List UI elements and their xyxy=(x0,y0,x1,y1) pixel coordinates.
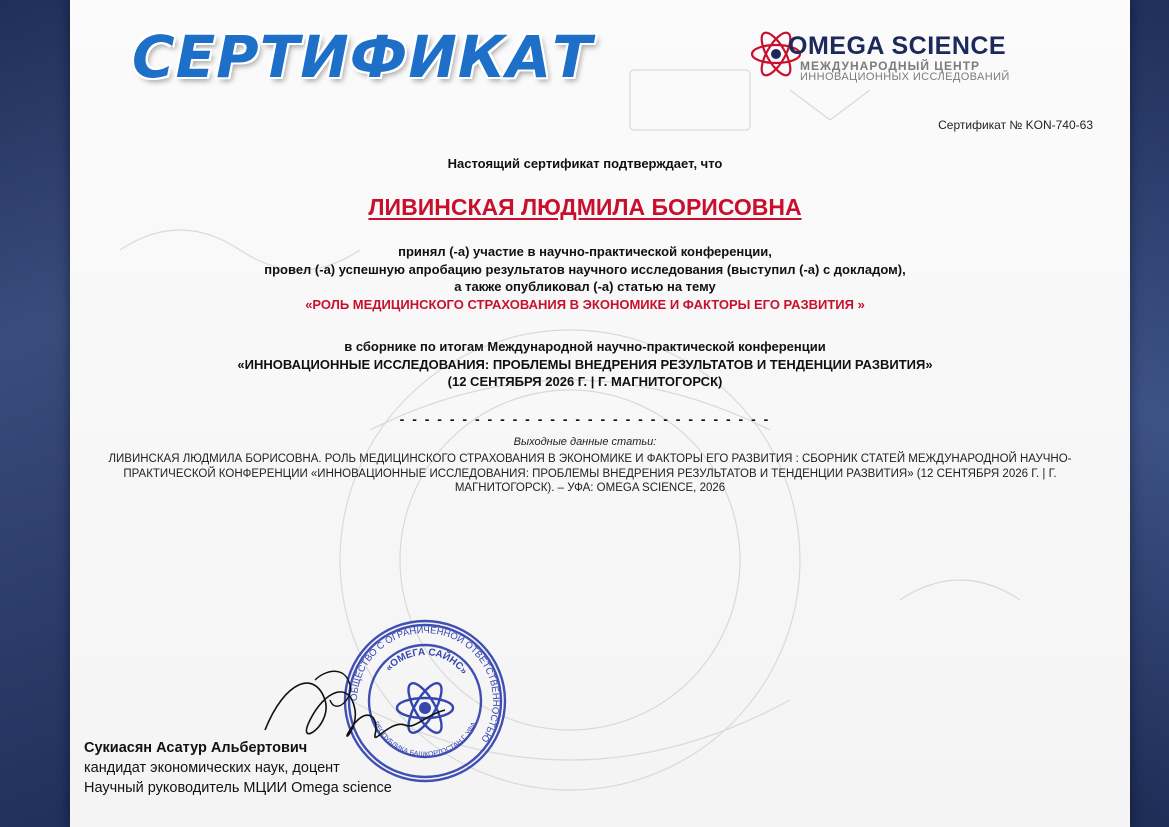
seal-outer-text: ОБЩЕСТВО С ОГРАНИЧЕННОЙ ОТВЕТСТВЕННОСТЬЮ xyxy=(348,624,502,744)
seal-inner-text: «ОМЕГА САЙНС» xyxy=(383,646,470,677)
signer-position: Научный руководитель МЦИИ Omega science xyxy=(84,780,392,796)
certificate-sheet xyxy=(70,0,1130,827)
logo-subtitle-2: ИННОВАЦИОННЫХ ИССЛЕДОВАНИЙ xyxy=(800,71,1010,83)
signer-name: Сукиасян Асатур Альбертович xyxy=(84,740,308,756)
certificate-number: Сертификат № KON-740-63 xyxy=(938,118,1093,132)
logo-name: OMEGA SCIENCE xyxy=(788,32,1007,60)
participation-text xyxy=(70,243,1100,313)
intro-text: Настоящий сертификат подтверждает, что xyxy=(447,156,723,171)
collection-line-1: в сборнике по итогам Международной научно-практической конференции xyxy=(344,339,826,354)
signer-block xyxy=(84,738,392,798)
body-line-1: принял (-а) участие в научно-практической конференции, xyxy=(398,244,772,259)
output-text: ЛИВИНСКАЯ ЛЮДМИЛА БОРИСОВНА. РОЛЬ МЕДИЦИНСКОГО СТРАХОВАНИЯ В ЭКОНОМИКЕ И ФАКТОРЫ ЕГО РАЗВИТИЯ : СБОРНИК СТАТЕЙ МЕЖДУНАРОДНОЙ НАУЧНО-ПРАКТИЧЕСКОЙ КОНФЕРЕНЦИИ «ИННОВАЦИОННЫЕ ИССЛЕДОВАНИЯ: ПРОБЛЕМЫ ВНЕДРЕНИЯ РЕЗУЛЬТАТОВ И ТЕНДЕНЦИИ РАЗВИТИЯ» (12 СЕНТЯБРЯ 2026 Г. | Г. МАГНИТОГОРСК). – УФА: OMEGA SCIENCE, 2026 xyxy=(108,453,1072,494)
article-topic: «РОЛЬ МЕДИЦИНСКОГО СТРАХОВАНИЯ В ЭКОНОМИКЕ И ФАКТОРЫ ЕГО РАЗВИТИЯ » xyxy=(305,296,865,312)
divider: - - - - - - - - - - - - - - - - - - - - - - - - - - - - - - xyxy=(399,411,771,427)
recipient-name: ЛИВИНСКАЯ ЛЮДМИЛА БОРИСОВНА xyxy=(368,194,802,220)
collection-line-2: «ИННОВАЦИОННЫЕ ИССЛЕДОВАНИЯ: ПРОБЛЕМЫ ВНЕДРЕНИЯ РЕЗУЛЬТАТОВ И ТЕНДЕНЦИИ РАЗВИТИЯ» xyxy=(237,356,933,372)
logo-subtitle-1: МЕЖДУНАРОДНЫЙ ЦЕНТР xyxy=(800,59,981,73)
collection-text xyxy=(70,338,1100,391)
collection-line-3: (12 СЕНТЯБРЯ 2026 Г. | Г. МАГНИТОГОРСК) xyxy=(447,374,723,389)
seal-bottom-text: РЕСПУБЛИКА БАШКОРТОСТАН Г. УФА xyxy=(371,720,478,759)
signer-degree: кандидат экономических наук, доцент xyxy=(84,760,340,776)
body-line-2: провел (-а) успешную апробацию результатов научного исследования (выступил (-а) с докладом), xyxy=(264,261,906,277)
background-right-panel xyxy=(1129,0,1169,827)
background-left-panel xyxy=(0,0,70,827)
output-label: Выходные данные статьи: xyxy=(513,436,657,448)
certificate-title: СЕРТИФИКАТ xyxy=(132,23,593,91)
body-line-3: а также опубликовал (-а) статью на тему xyxy=(454,279,716,294)
omega-science-logo xyxy=(748,26,1010,82)
